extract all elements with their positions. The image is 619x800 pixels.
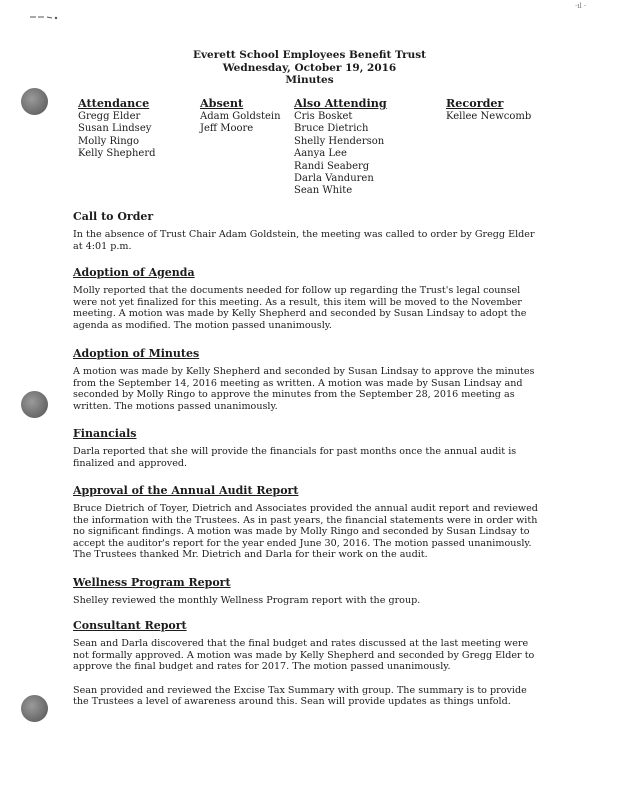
section-paragraph: A motion was made by Kelly Shepherd and seconded by Susan Lindsay to approve the minutes from the September 14, 2016 meeting as written. A motion was made by Susan Lindsay and seconded by Molly Ringo to approve the minutes from the September 28, 2016 meeting as written. The motions passed unanimously. [73, 366, 535, 412]
section-heading: Approval of the Annual Audit Report [73, 484, 299, 497]
recorder-heading: Recorder [446, 96, 504, 110]
section-financials [73, 427, 543, 469]
section-heading: Financials [73, 427, 137, 440]
punch-hole [21, 88, 48, 115]
document-header [0, 49, 619, 87]
absent-name: Jeff Moore [200, 123, 254, 135]
guest-name: Shelly Henderson [294, 135, 385, 147]
section-paragraph: Bruce Dietrich of Toyer, Dietrich and Associates provided the annual audit report and reviewed the information with the Trustees. As in past years, the financial statements were in order with no significant findings. A motion was made by Molly Ringo and seconded by Susan Lindsay to accept the auditor's report for the year ended June 30, 2016. The motion passed unanimously. The Trustees thanked Mr. Dietrich and Darla for their work on the audit. [73, 503, 538, 561]
section-paragraph: Molly reported that the documents needed for follow up regarding the Trust's legal counsel were not yet finalized for this meeting. As a result, this item will be moved to the November meeting. A motion was made by Kelly Shepherd and seconded by Susan Lindsay to adopt the agenda as modified. The motion passed unanimously. [73, 285, 527, 331]
guest-name: Cris Bosket [294, 111, 353, 122]
section-adoption-of-minutes [73, 347, 543, 412]
punch-hole [21, 695, 48, 722]
recorder-name: Kellee Newcomb [446, 111, 532, 122]
section-paragraph: Sean provided and reviewed the Excise Tax Summary with group. The summary is to provide the Trustees a level of awareness around this. Sean will provide updates as things unfold. [73, 684, 527, 708]
also-attending-column [294, 97, 387, 198]
absent-column [200, 97, 281, 136]
guest-name: Aanya Lee [294, 148, 347, 160]
meeting-date: Wednesday, October 19, 2016 [222, 61, 397, 74]
punch-hole [21, 391, 48, 418]
attendance-heading: Attendance [78, 96, 150, 110]
section-heading: Consultant Report [73, 619, 187, 632]
section-annual-audit-report [73, 484, 543, 561]
attendance-column [78, 97, 156, 161]
recorder-column [446, 97, 531, 123]
attendee-name: Kelly Shepherd [78, 148, 156, 160]
section-paragraph: Sean and Darla discovered that the final budget and rates discussed at the last meeting were not formally approved. A motion was made by Kelly Shepherd and seconded by Gregg Elder to approve the final budget and rates for 2017. The motion passed unanimously. [73, 638, 535, 673]
section-heading: Adoption of Minutes [73, 347, 200, 360]
scan-mark [30, 14, 60, 20]
section-paragraph: In the absence of Trust Chair Adam Goldstein, the meeting was called to order by Gregg Elder at 4:01 p.m. [73, 229, 535, 252]
absent-heading: Absent [200, 96, 244, 110]
section-paragraph: Shelley reviewed the monthly Wellness Program report with the group. [73, 595, 421, 606]
absent-name: Adam Goldstein [200, 111, 281, 122]
attendee-name: Gregg Elder [78, 111, 141, 122]
also-attending-heading: Also Attending [294, 96, 387, 110]
attendee-name: Susan Lindsey [78, 123, 152, 135]
scan-mark: ·ıl · [575, 2, 587, 10]
section-heading: Wellness Program Report [73, 576, 231, 589]
section-wellness-program-report [73, 576, 543, 607]
guest-name: Sean White [294, 185, 353, 197]
section-heading: Adoption of Agenda [73, 266, 195, 279]
section-heading: Call to Order [73, 210, 154, 223]
organization-title: Everett School Employees Benefit Trust [192, 49, 427, 61]
document-type: Minutes [285, 74, 334, 86]
section-paragraph: Darla reported that she will provide the financials for past months once the annual audit is finalized and approved. [73, 446, 517, 469]
section-adoption-of-agenda [73, 266, 543, 331]
section-consultant-report [73, 619, 543, 708]
guest-name: Bruce Dietrich [294, 123, 369, 135]
guest-name: Darla Vanduren [294, 173, 374, 185]
attendee-name: Molly Ringo [78, 135, 140, 147]
section-call-to-order [73, 210, 543, 252]
guest-name: Randi Seaberg [294, 160, 370, 172]
